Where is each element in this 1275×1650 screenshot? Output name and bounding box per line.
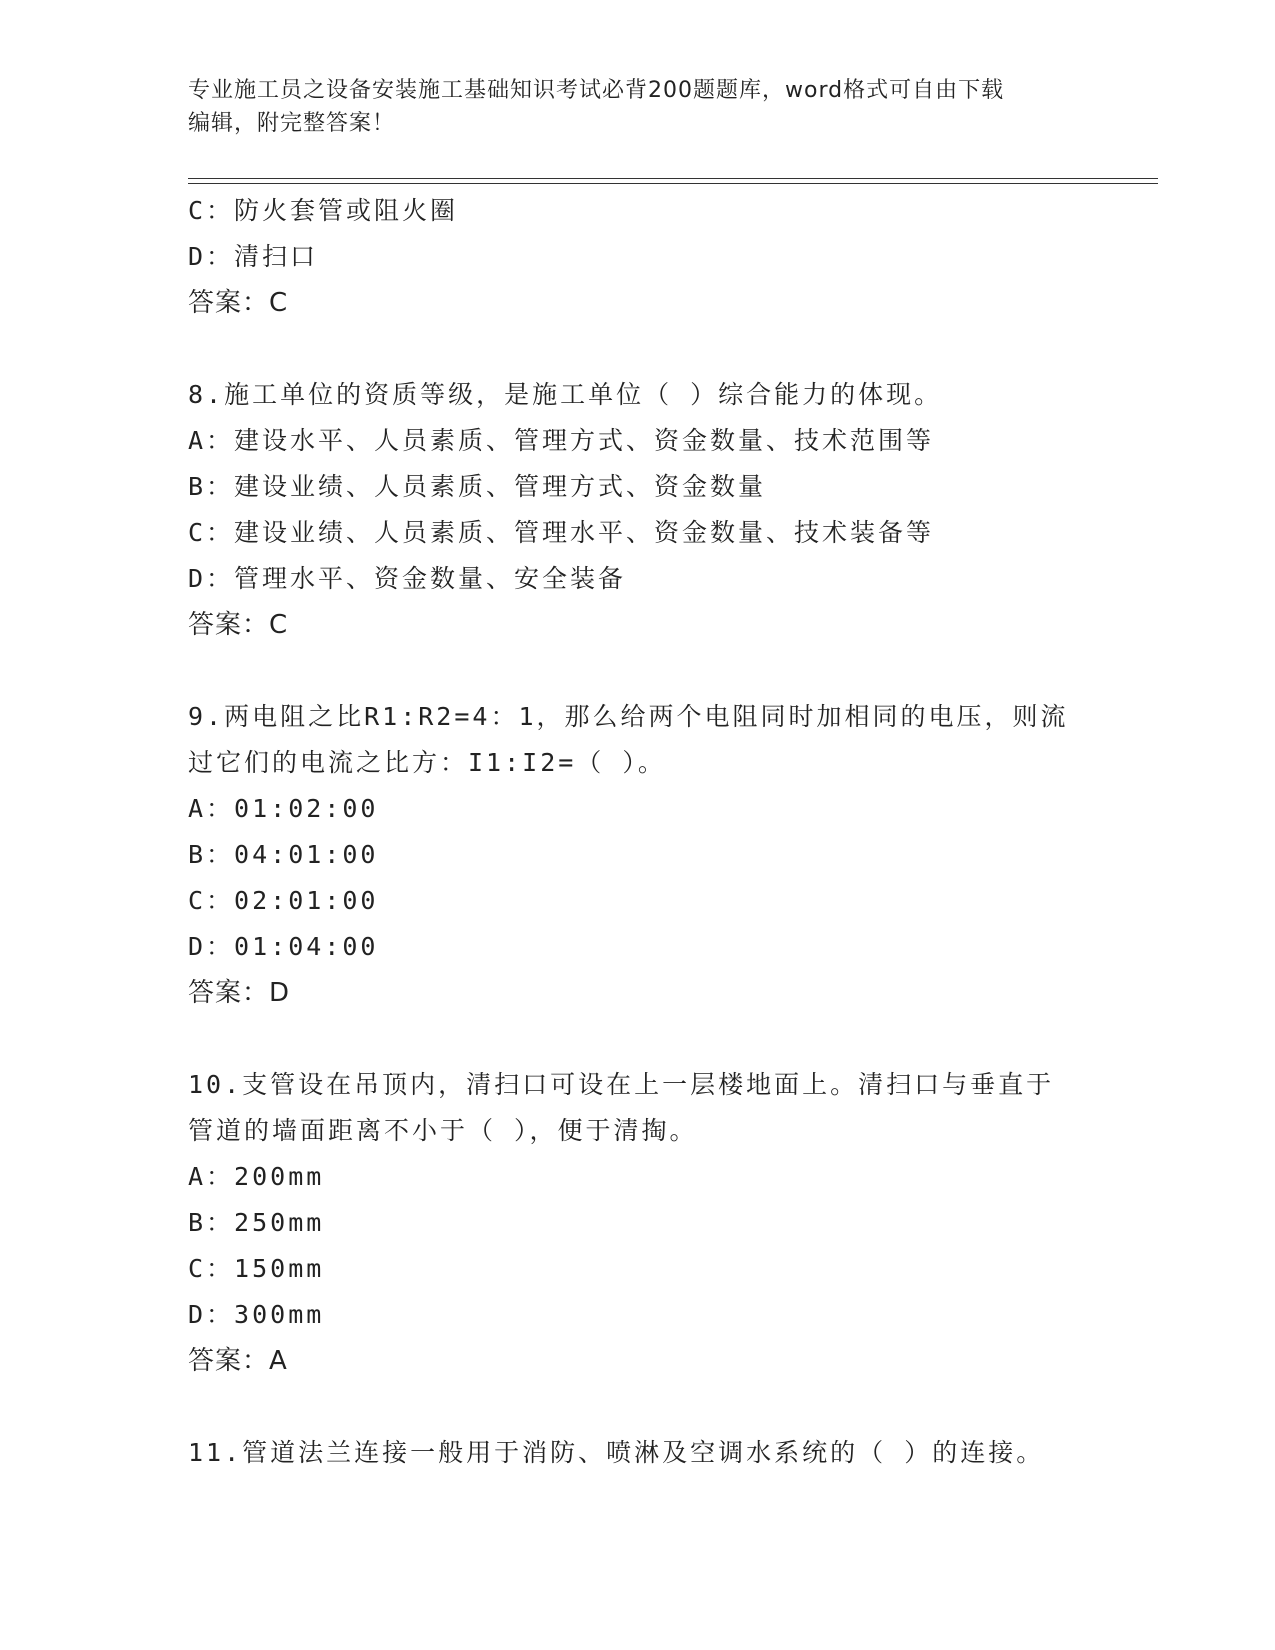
header-title-line-1: 专业施工员之设备安装施工基础知识考试必背200题题库，word格式可自由下载: [188, 78, 1005, 103]
document-header: [188, 74, 1088, 140]
spacer: [188, 326, 1148, 372]
answer-line: 答案：C: [188, 610, 289, 640]
option-b: B：建设业绩、人员素质、管理方式、资金数量: [188, 472, 767, 501]
question-11: [188, 1430, 1148, 1476]
answer-line: 答案：A: [188, 1346, 288, 1376]
spacer: [188, 1016, 1148, 1062]
question-stem-continued: 管道的墙面距离不小于（ ），便于清掏。: [188, 1116, 698, 1145]
option-c: C：150mm: [188, 1254, 325, 1283]
option-c: C：防火套管或阻火圈: [188, 196, 459, 225]
option-c: C：建设业绩、人员素质、管理水平、资金数量、技术装备等: [188, 518, 935, 547]
answer-line: 答案：C: [188, 288, 289, 318]
question-9: [188, 694, 1148, 1016]
spacer: [188, 648, 1148, 694]
option-d: D：管理水平、资金数量、安全装备: [188, 564, 627, 593]
option-a: A：01:02:00: [188, 794, 379, 823]
option-a: A：建设水平、人员素质、管理方式、资金数量、技术范围等: [188, 426, 935, 455]
option-d: D：清扫口: [188, 242, 319, 271]
answer-line: 答案：D: [188, 978, 291, 1008]
question-stem: 8.施工单位的资质等级，是施工单位（ ）综合能力的体现。: [188, 380, 943, 409]
question-stem-continued: 过它们的电流之比方：I1:I2=（ ）。: [188, 748, 666, 777]
option-a: A：200mm: [188, 1162, 325, 1191]
option-d: D：300mm: [188, 1300, 325, 1329]
question-7-continued: [188, 188, 1148, 326]
option-b: B：04:01:00: [188, 840, 379, 869]
question-stem: 11.管道法兰连接一般用于消防、喷淋及空调水系统的（ ）的连接。: [188, 1438, 1045, 1467]
option-d: D：01:04:00: [188, 932, 379, 961]
question-stem: 10.支管设在吊顶内，清扫口可设在上一层楼地面上。清扫口与垂直于: [188, 1070, 1055, 1099]
option-c: C：02:01:00: [188, 886, 379, 915]
question-8: [188, 372, 1148, 648]
spacer: [188, 1384, 1148, 1430]
header-divider-bottom: [188, 183, 1158, 184]
header-divider-top: [188, 178, 1158, 179]
question-list: [188, 188, 1148, 1476]
option-b: B：250mm: [188, 1208, 325, 1237]
header-title-line-2: 编辑，附完整答案！: [188, 111, 396, 136]
question-stem: 9.两电阻之比R1:R2=4：1，那么给两个电阻同时加相同的电压，则流: [188, 702, 1069, 731]
question-10: [188, 1062, 1148, 1384]
